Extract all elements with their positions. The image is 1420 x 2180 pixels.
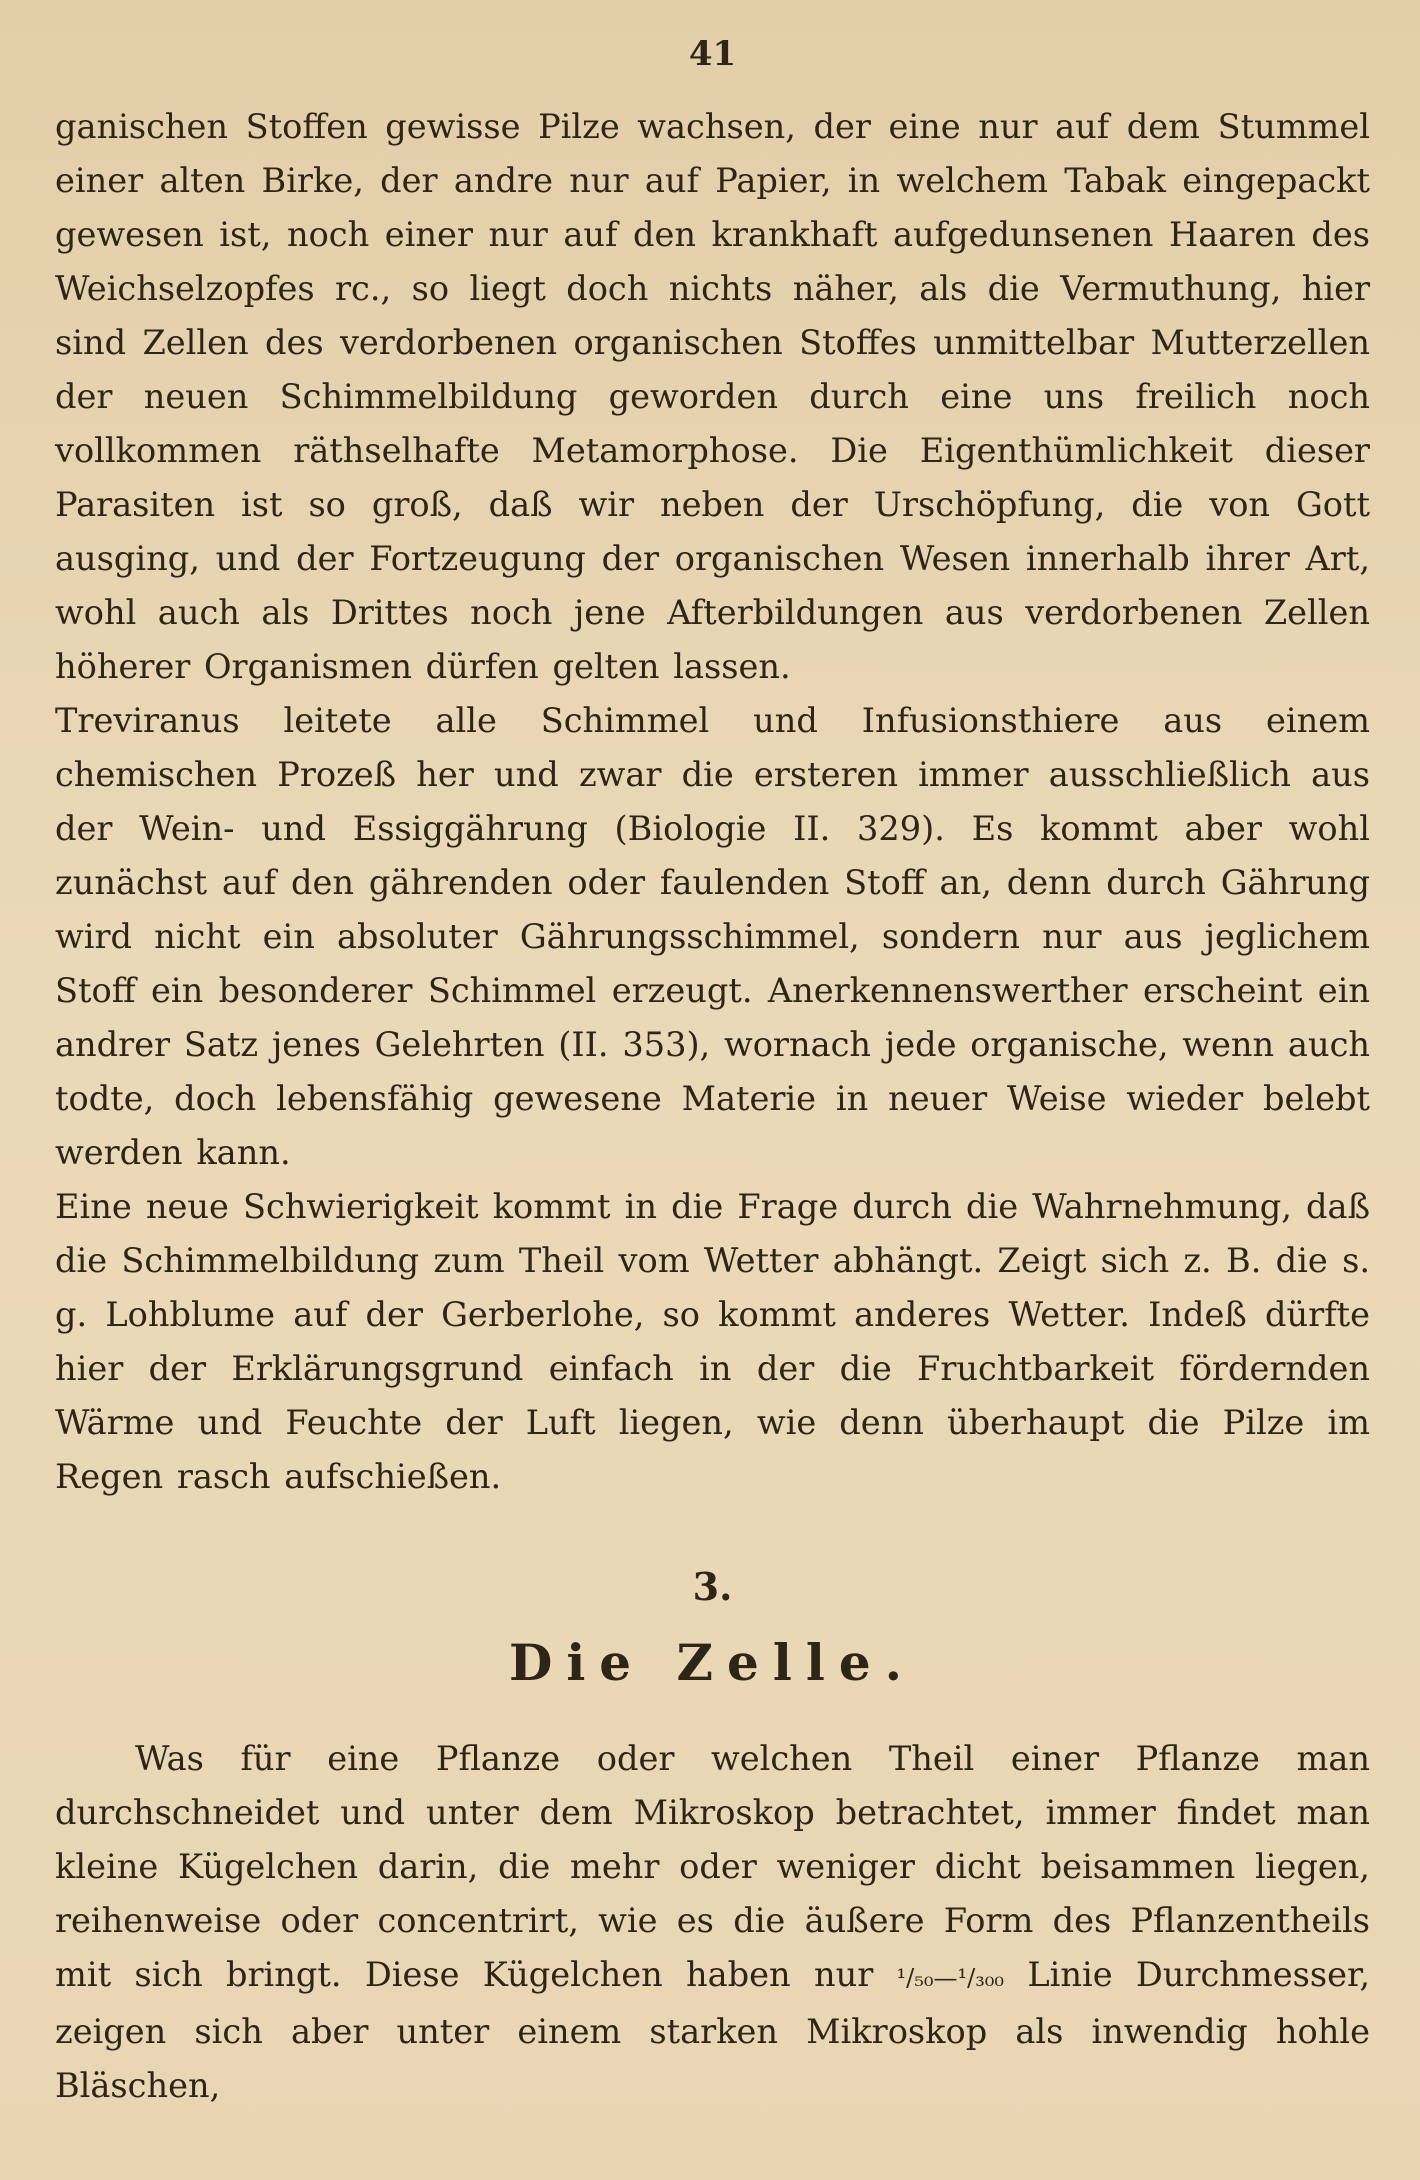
paragraph-weather: Eine neue Schwierigkeit kommt in die Frage durch die Wahrnehmung, daß die Schimmelbildung zum Theil vom Wetter abhängt. Zeigt sich z. B. die s. g. Lohblume auf der Gerberlohe, so kommt anderes Wetter. Indeß dürfte hier der Erklärungsgrund einfach in der die Fruchtbarkeit fördernden Wärme und Feuchte der Luft liegen, wie denn überhaupt die Pilze im Regen rasch aufschießen. bbox=[55, 1187, 1370, 1496]
cell-text-after-fraction: Linie Durchmesser, zeigen sich aber unter einem starken Mikroskop als inwendig hohle Bläschen, bbox=[55, 1955, 1370, 2105]
paragraph-continued: ganischen Stoffen gewisse Pilze wachsen, der eine nur auf dem Stummel einer alten Birke, der andre nur auf Papier, in welchem Tabak eingepackt gewesen ist, noch einer nur auf den krankhaft aufgedunsenen Haaren des Weichselzopfes rc., so liegt doch nichts näher, als die Vermuthung, hier sind Zellen des verdorbenen organischen Stoffes unmittelbar Mutterzellen der neuen Schimmelbildung geworden durch eine uns freilich noch vollkommen räthselhafte Metamorphose. Die Eigenthümlichkeit dieser Parasiten ist so groß, daß wir neben der Urschöpfung, die von Gott ausging, und der Fortzeugung der organischen Wesen innerhalb ihrer Art, wohl auch als Drittes noch jene Afterbildungen aus verdorbenen Zellen höherer Organismen dürfen gelten lassen. bbox=[55, 107, 1370, 686]
page-number: 41 bbox=[688, 34, 737, 74]
section-number: 3. bbox=[692, 1564, 733, 1609]
size-fraction: ¹/₅₀—¹/₃₀₀ bbox=[896, 1964, 1005, 1992]
paragraph-cell bbox=[55, 1732, 1370, 2113]
section-title: Die Zelle. bbox=[508, 1633, 917, 1692]
paragraph-treviranus: Treviranus leitete alle Schimmel und Infusionsthiere aus einem chemischen Prozeß her und zwar die ersteren immer ausschließlich aus der Wein- und Essiggährung (Biologie II. 329). Es kommt aber wohl zunächst auf den gährenden oder faulenden Stoff an, denn durch Gährung wird nicht ein absoluter Gährungsschimmel, sondern nur aus jeglichem Stoff ein besonderer Schimmel erzeugt. Anerkennenswerther erscheint ein andrer Satz jenes Gelehrten (II. 353), wornach jede organische, wenn auch todte, doch lebensfähig gewesene Materie in neuer Weise wieder belebt werden kann. bbox=[55, 701, 1370, 1172]
cell-text-before-fraction: Was für eine Pflanze oder welchen Theil einer Pflanze man durchschneidet und unter dem Mikroskop betrachtet, immer findet man kleine Kügelchen darin, die mehr oder weniger dicht beisammen liegen, reihenweise oder concentrirt, wie es die äußere Form des Pflanzentheils mit sich bringt. Diese Kügelchen haben nur bbox=[55, 1739, 1370, 1994]
